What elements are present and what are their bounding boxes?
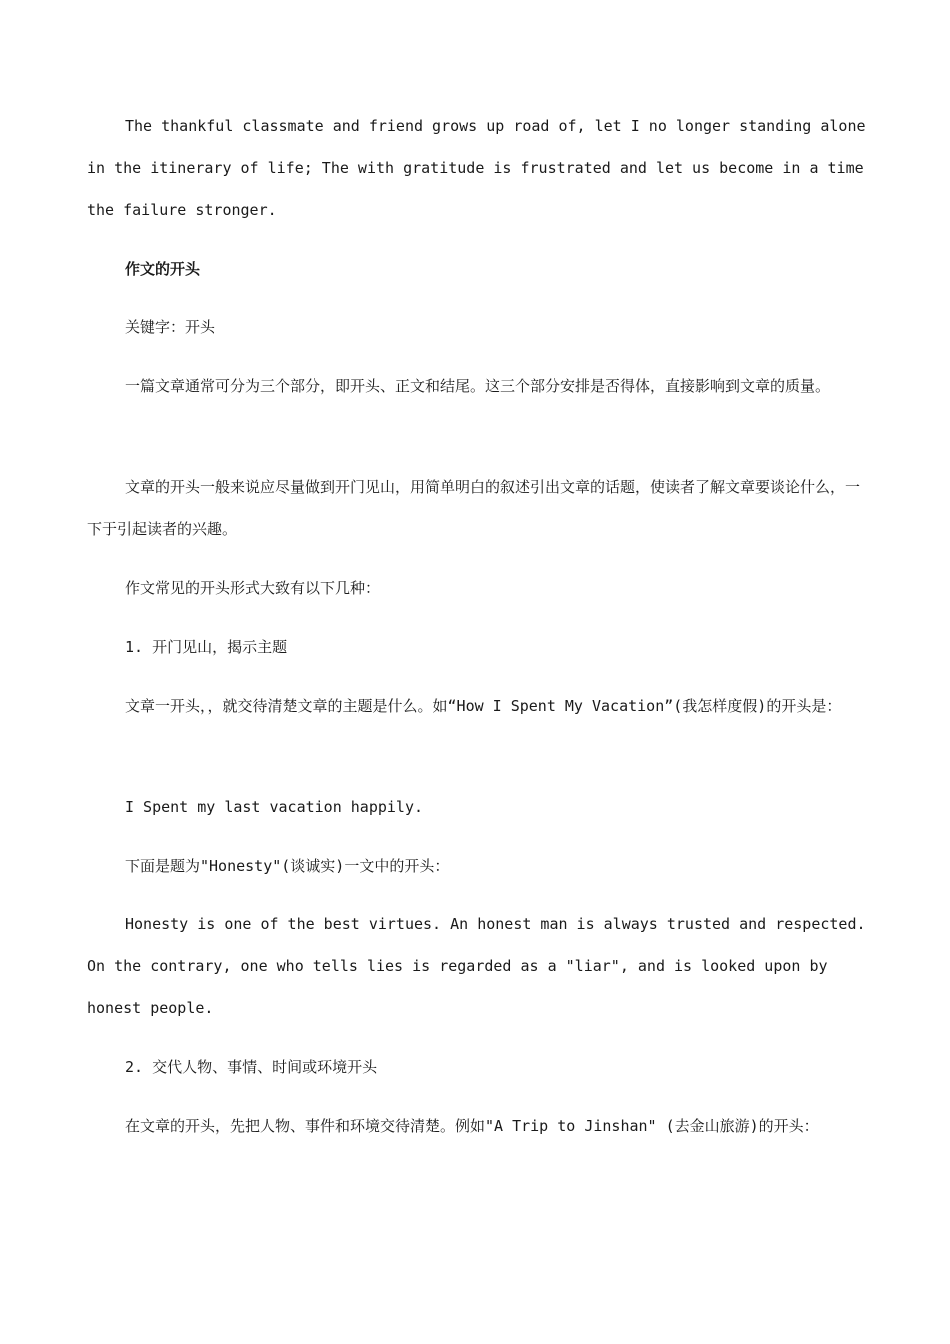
- paragraph-gratitude: The thankful classmate and friend grows up road of, let I no longer standing alone in the itinerary of life; The with gratitude is frustrated and let us become in a time the failure stronger.: [87, 117, 866, 219]
- paragraph-example-vacation: 文章一开头，，就交待清楚文章的主题是什么。如“How I Spent My Vacation”(我怎样度假)的开头是：: [125, 697, 842, 715]
- example-sentence-vacation: I Spent my last vacation happily.: [125, 798, 424, 816]
- section-heading-essay-opening: 作文的开头: [125, 260, 201, 278]
- list-item-1-heading: 1. 开门见山，揭示主题: [125, 638, 288, 656]
- paragraph-opening-advice: 文章的开头一般来说应尽量做到开门见山，用简单明白的叙述引出文章的话题，使读者了解文章要谈论什么，一下于引起读者的兴趣。: [87, 478, 861, 538]
- list-item-2-heading: 2. 交代人物、事情、时间或环境开头: [125, 1058, 378, 1076]
- paragraph-honesty-intro: 下面是题为"Honesty"(谈诚实)一文中的开头：: [125, 857, 450, 875]
- paragraph-jinshan-intro: 在文章的开头，先把人物、事件和环境交待清楚。例如"A Trip to Jinshan" (去金山旅游)的开头：: [125, 1117, 819, 1135]
- paragraph-three-parts: 一篇文章通常可分为三个部分，即开头、正文和结尾。这三个部分安排是否得体，直接影响到文章的质量。: [125, 377, 831, 395]
- example-paragraph-honesty: Honesty is one of the best virtues. An honest man is always trusted and respected. On the contrary, one who tells lies is regarded as a "liar", and is looked upon by honest people.: [87, 915, 866, 1017]
- keywords-line: 关键字：开头: [125, 318, 216, 336]
- paragraph-common-forms: 作文常见的开头形式大致有以下几种：: [125, 579, 381, 597]
